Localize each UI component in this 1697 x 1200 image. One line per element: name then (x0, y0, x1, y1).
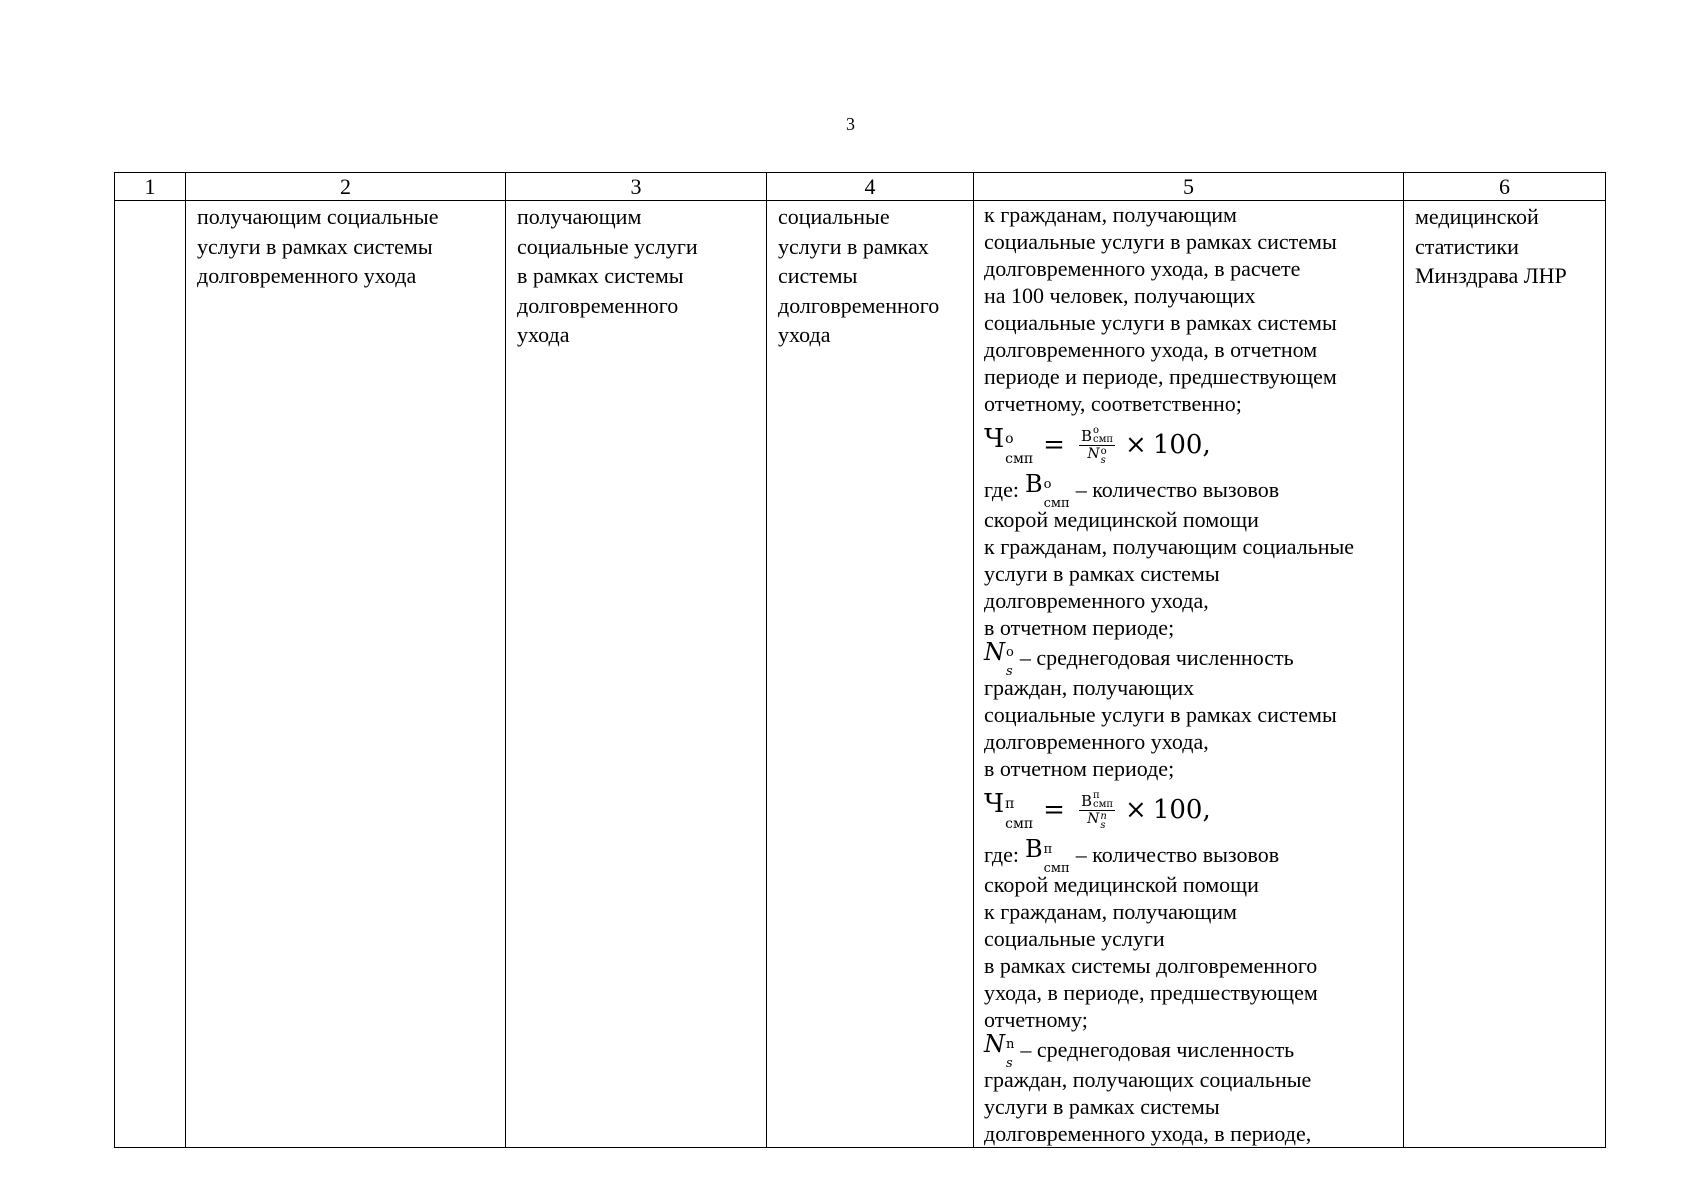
cell-line: долговременного ухода, в отчетном (984, 337, 1318, 362)
formula-denominator-sub: s (1100, 454, 1106, 466)
column-header-2: 2 (186, 173, 506, 201)
cell-line: услуги в рамках системы (984, 1094, 1220, 1119)
formula-times: × (1125, 794, 1147, 825)
ns-var-sub: s (1006, 664, 1013, 679)
column-header-3: 3 (506, 173, 767, 201)
formula-previous-period (984, 782, 1397, 838)
ns-var-sup: о (1006, 645, 1014, 660)
ns-var: N (984, 638, 1005, 666)
cell-line: получающим (517, 204, 642, 229)
formula-denominator: N (1087, 810, 1100, 827)
where-prefix: где: (984, 842, 1019, 867)
column-header-1: 1 (115, 173, 186, 201)
formula-denominator-sub: s (1100, 819, 1106, 831)
where-var: В (1025, 470, 1043, 498)
where-prefix: где: (984, 477, 1019, 502)
where-var-sub: смп (1043, 861, 1070, 876)
formula-numerator: В (1080, 426, 1092, 445)
cell-col-3 (506, 201, 767, 1148)
cell-line: долговременного ухода, (984, 588, 1209, 613)
cell-line: Минздрава ЛНР (1415, 263, 1567, 288)
cell-col-5 (974, 201, 1404, 1148)
cell-line: на 100 человек, получающих (984, 283, 1256, 308)
where-var-sup: о (1043, 477, 1052, 492)
page-number: 3 (846, 114, 855, 134)
cell-line: долговременного ухода, в периоде, (984, 1121, 1312, 1146)
cell-line: социальные услуги (984, 926, 1165, 951)
cell-line: системы (778, 263, 858, 288)
formula-lhs: Ч (984, 789, 1005, 819)
where-var-sub: смп (1043, 496, 1070, 511)
cell-line: к гражданам, получающим социальные (984, 534, 1355, 559)
formula-lhs-sup: п (1005, 796, 1015, 812)
cell-col-2 (186, 201, 506, 1148)
ns-var: N (984, 1030, 1005, 1058)
cell-line: к гражданам, получающим (984, 899, 1237, 924)
cell-line: ухода (778, 322, 831, 347)
cell-line: долговременного ухода (197, 263, 417, 288)
data-table (114, 172, 1606, 1148)
where-var: В (1025, 835, 1043, 863)
table-header-row (115, 173, 1606, 201)
formula-lhs-sup: о (1005, 431, 1014, 447)
where-previous (984, 835, 1397, 876)
formula-equals: = (1043, 794, 1065, 825)
cell-line: долговременного (778, 292, 940, 318)
cell-line: статистики (1415, 233, 1519, 259)
formula-numerator: В (1080, 791, 1092, 810)
cell-col-6 (1404, 201, 1606, 1148)
table-row (115, 201, 1606, 1148)
ns-current (984, 638, 1397, 679)
formula-numerator-sub: смп (1093, 798, 1114, 810)
formula-fraction (1079, 426, 1115, 465)
formula-times: × (1125, 429, 1147, 460)
ns-var-sup: n (1006, 1037, 1015, 1052)
formula-denominator-sup: о (1100, 445, 1107, 457)
formula-numerator-sub: смп (1093, 433, 1114, 445)
where-rest: – количество вызовов (1075, 842, 1280, 867)
cell-line: ухода, в периоде, предшествующем (984, 980, 1318, 1005)
cell-line: в рамках системы долговременного (984, 953, 1318, 978)
cell-line: граждан, получающих (984, 675, 1195, 700)
cell-line: долговременного (517, 292, 679, 318)
ns-rest: – среднегодовая численность (1020, 1037, 1295, 1062)
cell-line: социальные услуги в рамках системы (984, 702, 1337, 727)
cell-line: медицинской (1415, 204, 1539, 229)
where-var-sup: п (1043, 842, 1053, 857)
cell-line: в отчетном периоде; (984, 756, 1175, 781)
cell-line: социальные услуги в рамках системы (984, 310, 1337, 335)
cell-line: долговременного ухода, в расчете (984, 256, 1301, 281)
cell-line: услуги в рамках системы (197, 233, 433, 259)
cell-line: услуги в рамках (778, 233, 929, 259)
cell-line: скорой медицинской помощи (984, 507, 1259, 532)
formula-equals: = (1043, 429, 1065, 460)
formula-lhs: Ч (984, 424, 1005, 454)
cell-line: отчетному, соответственно; (984, 391, 1242, 416)
ns-previous (984, 1030, 1397, 1071)
cell-line: социальные услуги в рамках системы (984, 229, 1337, 254)
cell-col-4 (767, 201, 974, 1148)
cell-line: в рамках системы (517, 263, 684, 288)
column-header-6: 6 (1404, 173, 1606, 201)
formula-lhs-sub: смп (1005, 451, 1034, 467)
cell-line: получающим социальные (197, 204, 439, 229)
cell-line: отчетному; (984, 1007, 1088, 1032)
ns-rest: – среднегодовая численность (1019, 645, 1294, 670)
cell-line: ухода (517, 322, 570, 347)
ns-var-sub: s (1006, 1056, 1013, 1071)
formula-numerator-sup: о (1093, 424, 1100, 436)
cell-line: периоде и периоде, предшествующем (984, 364, 1337, 389)
cell-line: граждан, получающих социальные (984, 1067, 1312, 1092)
where-current (984, 470, 1397, 511)
formula-current-period (984, 417, 1397, 473)
column-header-4: 4 (767, 173, 974, 201)
cell-col-1 (115, 201, 186, 1148)
cell-line: в отчетном периоде; (984, 615, 1175, 640)
where-rest: – количество вызовов (1075, 477, 1280, 502)
formula-factor: 100, (1152, 794, 1211, 825)
formula-numerator-sup: п (1093, 789, 1100, 801)
formula-factor: 100, (1152, 429, 1211, 460)
formula-denominator-sup: n (1100, 810, 1107, 822)
formula-fraction (1079, 791, 1115, 830)
cell-line: к гражданам, получающим (984, 202, 1237, 227)
formula-denominator: N (1087, 445, 1100, 462)
cell-line: социальные услуги (517, 233, 698, 259)
column-header-5: 5 (974, 173, 1404, 201)
cell-line: скорой медицинской помощи (984, 872, 1259, 897)
cell-line: долговременного ухода, (984, 729, 1209, 754)
formula-lhs-sub: смп (1005, 816, 1034, 832)
cell-line: социальные (778, 204, 890, 229)
cell-line: услуги в рамках системы (984, 561, 1220, 586)
